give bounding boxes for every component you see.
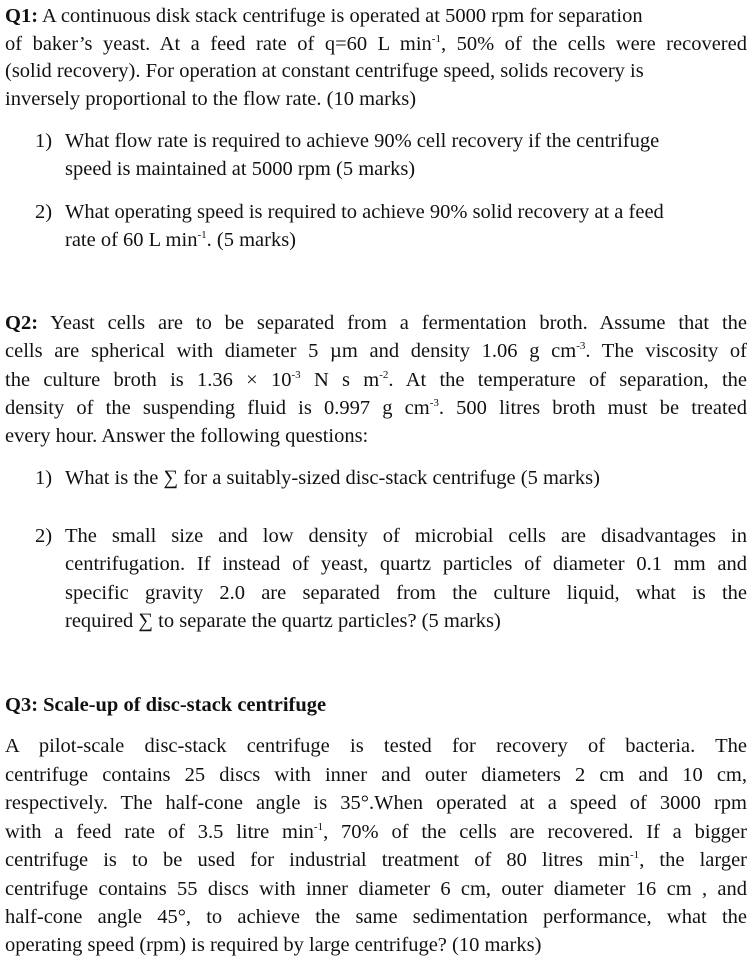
- text-segment: The small size and low density of microbial cells are disadvantages in: [65, 525, 747, 547]
- superscript: -1: [630, 849, 640, 861]
- superscript: -3: [291, 369, 301, 381]
- q1-subquestion-line: [65, 198, 664, 226]
- q3-paragraph-line: [5, 846, 747, 874]
- superscript: -1: [313, 821, 324, 833]
- item-number: 1): [35, 130, 53, 152]
- q2-subquestion-line: [65, 579, 747, 607]
- question-label: Q2:: [5, 312, 39, 334]
- text-segment: What flow rate is required to achieve 90% cell recovery if the centrifuge: [65, 130, 660, 152]
- q1-subquestion-line: [65, 155, 415, 183]
- q2-subquestion-line: [65, 550, 747, 578]
- superscript: -1: [431, 33, 441, 45]
- text-segment: density of the suspending fluid is 0.997 g cm: [5, 397, 430, 419]
- text-segment: respectively. The half-cone angle is 35°.When operated at a speed of 3000 rpm: [5, 792, 747, 814]
- text-segment: . The viscosity of: [585, 340, 747, 362]
- text-segment: required ∑ to separate the quartz particles? (5 marks): [65, 610, 501, 632]
- text-segment: N s m: [300, 369, 380, 391]
- text-segment: (solid recovery). For operation at constant centrifuge speed, solids recovery is: [5, 60, 644, 82]
- text-segment: A pilot-scale disc-stack centrifuge is tested for recovery of bacteria. The: [5, 735, 747, 757]
- item-number: 2): [35, 525, 53, 547]
- superscript: -1: [197, 229, 207, 241]
- q3-paragraph-line: [5, 931, 541, 959]
- q1-subquestion-line: [65, 127, 659, 155]
- q2-subquestion-line: [65, 464, 600, 492]
- text-segment: specific gravity 2.0 are separated from the culture liquid, what is the: [65, 582, 747, 604]
- text-segment: What is the ∑ for a suitably-sized disc-stack centrifuge (5 marks): [65, 467, 600, 489]
- q2-subquestion-line: [65, 522, 747, 550]
- text-segment: Yeast cells are to be separated from a fermentation broth. Assume that the: [38, 312, 747, 334]
- text-segment: half-cone angle 45°, to achieve the same sedimentation performance, what the: [5, 906, 747, 928]
- text-segment: centrifugation. If instead of yeast, quartz particles of diameter 0.1 mm and: [65, 553, 747, 575]
- q2-paragraph-line: [5, 337, 747, 365]
- text-segment: A continuous disk stack centrifuge is operated at 5000 rpm for separation: [38, 5, 643, 27]
- text-segment: the culture broth is 1.36 × 10: [5, 369, 292, 391]
- q1-paragraph-line: [5, 2, 643, 30]
- text-segment: , 50% of the cells were recovered: [440, 33, 747, 55]
- text-segment: What operating speed is required to achieve 90% solid recovery at a feed: [65, 201, 664, 223]
- q1-paragraph-line: [5, 57, 644, 85]
- text-segment: rate of 60 L min: [65, 229, 198, 251]
- text-segment: of baker’s yeast. At a feed rate of q=60 L min: [5, 33, 432, 55]
- superscript: -3: [429, 397, 439, 409]
- text-segment: inversely proportional to the flow rate. (10 marks): [5, 88, 417, 110]
- q3-paragraph-line: [5, 903, 747, 931]
- q3-paragraph-line: [5, 875, 747, 903]
- text-segment: . 500 litres broth must be treated: [438, 397, 747, 419]
- text-segment: centrifuge is to be used for industrial treatment of 80 litres min: [5, 849, 631, 871]
- text-segment: speed is maintained at 5000 rpm (5 marks): [65, 158, 416, 180]
- text-segment: , 70% of the cells are recovered. If a bigger: [323, 821, 747, 843]
- text-segment: with a feed rate of 3.5 litre min: [5, 821, 314, 843]
- superscript: -3: [576, 340, 586, 352]
- q2-subquestion-line: [65, 607, 501, 635]
- q1-subquestion-line: [65, 226, 296, 254]
- text-segment: operating speed (rpm) is required by large centrifuge? (10 marks): [5, 934, 542, 956]
- q3-paragraph-line: [5, 761, 747, 789]
- q3-title: Q3: Scale-up of disc-stack centrifuge: [5, 694, 327, 716]
- q3-paragraph-line: [5, 732, 747, 760]
- q3-paragraph-line: [5, 789, 747, 817]
- item-number: 2): [35, 201, 53, 223]
- text-segment: cells are spherical with diameter 5 µm and density 1.06 g cm: [5, 340, 577, 362]
- q3-heading: [5, 691, 326, 719]
- q2-paragraph-line: [5, 366, 747, 394]
- q1-paragraph-line: [5, 85, 416, 113]
- q2-paragraph-line: [5, 394, 747, 422]
- text-segment: every hour. Answer the following questions:: [5, 425, 369, 447]
- text-segment: . At the temperature of separation, the: [388, 369, 747, 391]
- q2-paragraph-line: [5, 422, 368, 450]
- q2-paragraph-line: [5, 309, 747, 337]
- q1-paragraph-line: [5, 30, 747, 58]
- text-segment: . (5 marks): [206, 229, 297, 251]
- text-segment: , the larger: [639, 849, 747, 871]
- text-segment: centrifuge contains 25 discs with inner and outer diameters 2 cm and 10 cm,: [5, 764, 747, 786]
- q3-paragraph-line: [5, 818, 747, 846]
- item-number: 1): [35, 467, 53, 489]
- superscript: -2: [379, 369, 389, 381]
- text-segment: centrifuge contains 55 discs with inner diameter 6 cm, outer diameter 16 cm , and: [5, 878, 747, 900]
- question-label: Q1:: [5, 5, 39, 27]
